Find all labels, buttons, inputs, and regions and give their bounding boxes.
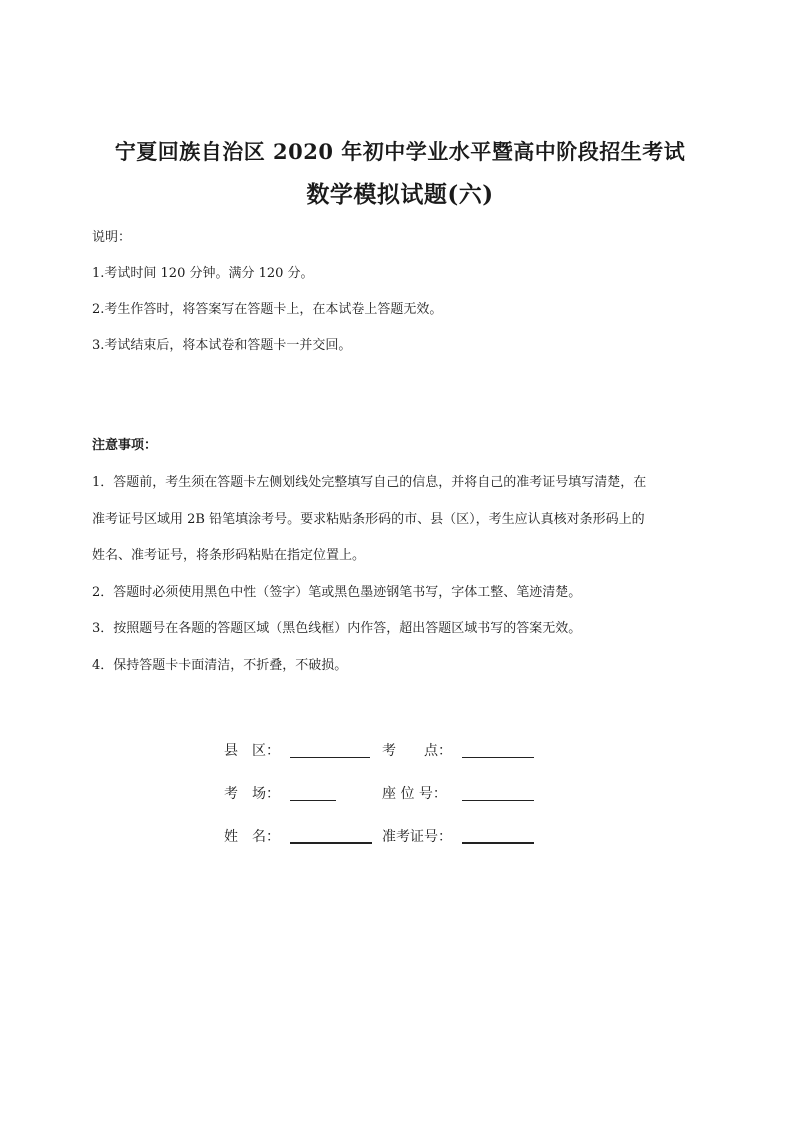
site-label: 考 点： — [382, 743, 452, 759]
seat-field[interactable] — [462, 800, 534, 801]
county-label: 县 区： — [224, 743, 280, 759]
instruction-item-2: 2.考生作答时，将答案写在答题卡上，在本试卷上答题无效。 — [92, 302, 443, 317]
page-title: 宁夏回族自治区 2020 年初中学业水平暨高中阶段招生考试 — [114, 139, 686, 164]
name-field[interactable] — [290, 842, 372, 844]
form-row-room-seat — [0, 783, 800, 805]
note-line-1: 1．答题前，考生须在答题卡左侧划线处完整填写自己的信息，并将自己的准考证号填写清楚，在 — [92, 475, 647, 490]
form-row-name-examid — [0, 826, 800, 848]
county-field[interactable] — [290, 757, 370, 758]
note-line-4: 2．答题时必须使用黑色中性（签字）笔或黑色墨迹钢笔书写，字体工整、笔迹清楚。 — [92, 585, 582, 600]
note-line-3: 姓名、准考证号，将条形码粘贴在指定位置上。 — [92, 548, 366, 563]
site-field[interactable] — [462, 757, 534, 758]
note-line-6: 4．保持答题卡卡面清洁，不折叠，不破损。 — [92, 658, 348, 673]
room-field[interactable] — [290, 800, 336, 801]
note-line-2: 准考证号区域用 2B 铅笔填涂考号。要求粘贴条形码的市、县（区），考生应认真核对条形码上的 — [92, 512, 645, 527]
exam-id-label: 准考证号： — [382, 829, 452, 845]
form-row-county-site — [0, 740, 800, 762]
seat-label: 座 位 号： — [382, 786, 447, 802]
page-subtitle: 数学模拟试题(六) — [306, 181, 494, 208]
notes-heading: 注意事项： — [92, 438, 158, 453]
note-line-5: 3．按照题号在各题的答题区域（黑色线框）内作答，超出答题区域书写的答案无效。 — [92, 621, 582, 636]
name-label: 姓 名： — [224, 829, 280, 845]
instruction-item-3: 3.考试结束后，将本试卷和答题卡一并交回。 — [92, 338, 352, 353]
exam-id-field[interactable] — [462, 842, 534, 844]
instructions-heading: 说明： — [92, 230, 132, 245]
instruction-item-1: 1.考试时间 120 分钟。满分 120 分。 — [92, 266, 314, 281]
room-label: 考 场： — [224, 786, 280, 802]
